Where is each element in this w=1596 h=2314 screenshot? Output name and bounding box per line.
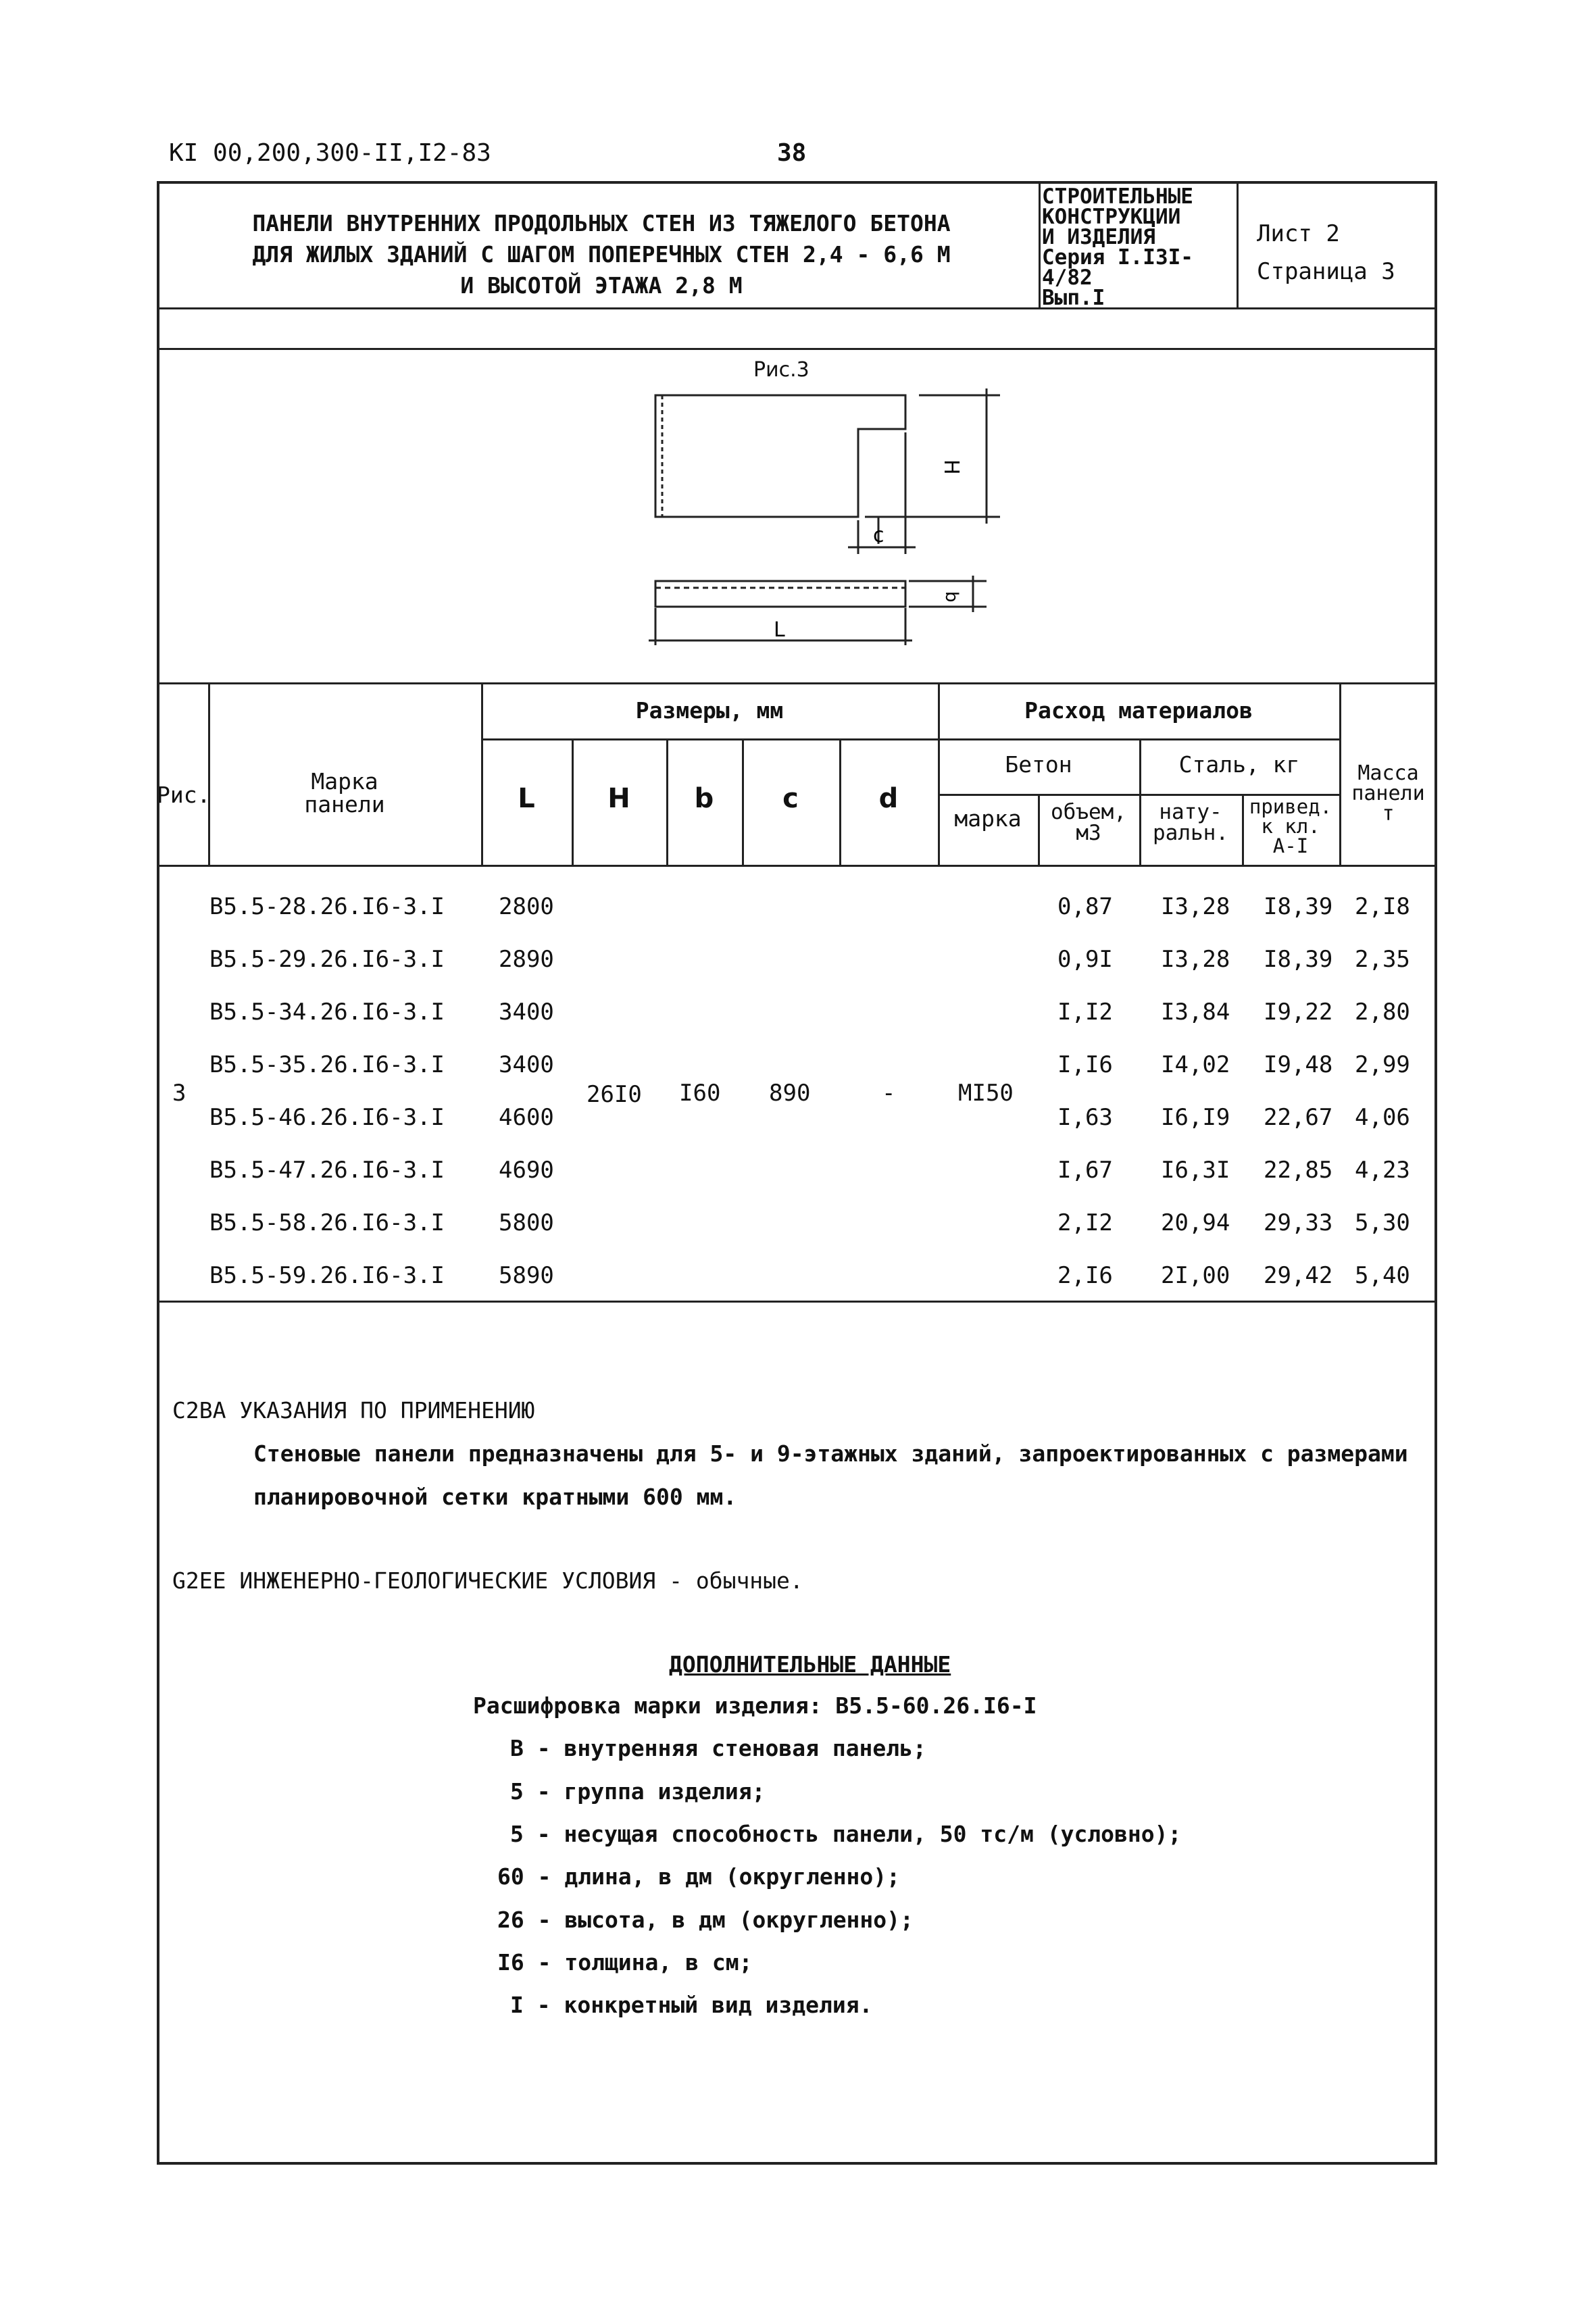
series-line-4: Серия I.I3I-4/82 [1042, 245, 1193, 290]
series-block [1042, 186, 1238, 308]
cell-L: 5800 [499, 1209, 554, 1236]
col-mass-header [1339, 763, 1437, 824]
cell-nat: I3,28 [1161, 946, 1230, 973]
group-concrete-header: Бетон [1005, 751, 1072, 778]
col-steel-nat-header [1139, 802, 1242, 844]
sheet-number: Лист 2 [1257, 220, 1340, 247]
cell-mark: В5.5-47.26.I6-3.I [209, 1157, 445, 1184]
table-bottom-line [157, 1301, 1437, 1303]
cell-nat: I4,02 [1161, 1051, 1230, 1078]
series-line-3: И ИЗДЕЛИЯ [1042, 225, 1155, 249]
cell-nat: 2I,00 [1161, 1262, 1230, 1289]
col-steel-red-header [1242, 797, 1339, 856]
title-line-1: ПАНЕЛИ ВНУТРЕННИХ ПРОДОЛЬНЫХ СТЕН ИЗ ТЯЖЕЛОГО БЕТОНА [252, 210, 951, 236]
title-line-2: ДЛЯ ЖИЛЫХ ЗДАНИЙ С ШАГОМ ПОПЕРЕЧНЫХ СТЕН 2,4 - 6,6 М [252, 241, 951, 268]
col-steel-nat-line-1: нату- [1159, 800, 1222, 824]
cell-L: 2800 [499, 893, 554, 920]
decode-item-7: I - конкретный вид изделия. [510, 1992, 873, 2018]
col-mass-line-3: т [1382, 802, 1395, 826]
group-materials-header: Расход материалов [1024, 697, 1253, 724]
page-number: 38 [777, 139, 807, 167]
cell-mass: 2,99 [1355, 1051, 1410, 1078]
cell-vol: 2,I2 [1057, 1209, 1113, 1236]
cell-red: 29,42 [1264, 1262, 1333, 1289]
cell-vol: I,I2 [1057, 999, 1113, 1026]
cell-mass: 4,06 [1355, 1104, 1410, 1131]
cell-mass: 2,80 [1355, 999, 1410, 1026]
cell-red: I8,39 [1264, 893, 1333, 920]
cell-mass: 4,23 [1355, 1157, 1410, 1184]
title-divider-1 [1039, 181, 1041, 308]
document-code: КI 00,200,300-II,I2-83 [169, 139, 491, 167]
cell-mark: В5.5-35.26.I6-3.I [209, 1051, 445, 1078]
col-volume-line-2: м3 [1076, 821, 1101, 845]
title-bottom-line [157, 307, 1437, 309]
col-mark-line-1: Марка [311, 768, 378, 795]
cell-mark: В5.5-59.26.I6-3.I [209, 1262, 445, 1289]
cell-L: 3400 [499, 1051, 554, 1078]
col-volume-header [1038, 802, 1139, 844]
col-mark-line-2: панели [304, 791, 385, 818]
decode-item-1: В - внутренняя стеновая панель; [510, 1735, 926, 1761]
cell-vol: I,67 [1057, 1157, 1113, 1184]
col-L-header: L [518, 783, 535, 814]
cell-L: 3400 [499, 999, 554, 1026]
table-header-bottom [157, 865, 1437, 867]
panel-front-outline [655, 395, 905, 517]
table-top-line [157, 682, 1437, 684]
sheet-page: Страница 3 [1257, 258, 1395, 285]
cell-H: 26I0 [587, 1081, 642, 1108]
col-H-header: H [607, 783, 630, 814]
document-title [169, 208, 1034, 301]
cell-mark: В5.5-46.26.I6-3.I [209, 1104, 445, 1131]
cell-L: 4690 [499, 1157, 554, 1184]
col-mass-line-2: панели [1351, 782, 1425, 805]
col-mass-line-1: Масса [1357, 761, 1419, 785]
cell-mark: В5.5-58.26.I6-3.I [209, 1209, 445, 1236]
dim-H: H [939, 459, 963, 475]
cell-mass: 2,35 [1355, 946, 1410, 973]
cell-c: 890 [769, 1080, 811, 1107]
cell-mass: 5,30 [1355, 1209, 1410, 1236]
col-mark-header [208, 770, 481, 816]
table-line-groups [481, 738, 1339, 740]
dim-c: c [873, 524, 884, 547]
cell-d: - [882, 1080, 896, 1107]
decode-item-2: 5 - группа изделия; [510, 1778, 766, 1805]
decode-item-3: 5 - несущая способность панели, 50 тс/м (условно); [510, 1821, 1182, 1847]
cell-red: 22,67 [1264, 1104, 1333, 1131]
cell-vol: I,63 [1057, 1104, 1113, 1131]
dim-L: L [774, 618, 785, 642]
cell-vol: I,I6 [1057, 1051, 1113, 1078]
extra-title: ДОПОЛНИТЕЛЬНЫЕ ДАННЫЕ [669, 1651, 951, 1678]
group-steel-header: Сталь, кг [1178, 751, 1300, 778]
cell-vol: 0,9I [1057, 946, 1113, 973]
cell-mass: 2,I8 [1355, 893, 1410, 920]
col-d-header: d [878, 783, 899, 814]
series-line-2: КОНСТРУКЦИИ [1042, 205, 1181, 229]
cell-nat: I3,28 [1161, 893, 1230, 920]
decode-item-6: I6 - толщина, в см; [497, 1949, 753, 1976]
cell-vol: 0,87 [1057, 893, 1113, 920]
col-fig-header: Рис. [157, 782, 211, 808]
title-line-3: И ВЫСОТОЙ ЭТАЖА 2,8 М [460, 272, 743, 299]
cell-L: 2890 [499, 946, 554, 973]
col-steel-nat-line-2: ральн. [1153, 821, 1228, 845]
panel-drawing [635, 385, 1000, 655]
series-line-5: Вып.I [1042, 286, 1105, 310]
cell-red: 22,85 [1264, 1157, 1333, 1184]
cell-nat: I6,I9 [1161, 1104, 1230, 1131]
col-b-header: b [694, 783, 714, 814]
cell-nat: I6,3I [1161, 1157, 1230, 1184]
decode-item-4: 60 - длина, в дм (округленно); [497, 1863, 901, 1890]
usage-heading: С2ВА УКАЗАНИЯ ПО ПРИМЕНЕНИЮ [172, 1397, 535, 1424]
decode-item-5: 26 - высота, в дм (округленно); [497, 1907, 914, 1933]
col-steel-red-line-1: привед. [1249, 795, 1332, 818]
cell-nat: I3,84 [1161, 999, 1230, 1026]
group-sizes-header: Размеры, мм [635, 697, 784, 724]
col-steel-red-line-3: А-I [1272, 834, 1309, 857]
col-c-header: c [782, 783, 799, 814]
col-grade-header: марка [954, 805, 1022, 832]
geology-line: G2ЕЕ ИНЖЕНЕРНО-ГЕОЛОГИЧЕСКИЕ УСЛОВИЯ - обычные. [172, 1567, 803, 1594]
decode-title: Расшифровка марки изделия: В5.5-60.26.I6-I [473, 1692, 1037, 1719]
cell-L: 5890 [499, 1262, 554, 1289]
cell-red: 29,33 [1264, 1209, 1333, 1236]
cell-mark: В5.5-28.26.I6-3.I [209, 893, 445, 920]
cell-mass: 5,40 [1355, 1262, 1410, 1289]
col-steel-red-line-2: к кл. [1261, 815, 1320, 838]
cell-b: I60 [679, 1080, 721, 1107]
col-volume-line-1: объем, [1051, 800, 1126, 824]
dim-b: b [941, 591, 962, 603]
usage-line-2: планировочной сетки кратными 600 мм. [253, 1484, 737, 1510]
cell-mark: В5.5-34.26.I6-3.I [209, 999, 445, 1026]
figure-top-line [157, 348, 1437, 350]
cell-red: I9,48 [1264, 1051, 1333, 1078]
cell-nat: 20,94 [1161, 1209, 1230, 1236]
sheet-block [1257, 215, 1395, 291]
usage-line-1: Стеновые панели предназначены для 5- и 9-этажных зданий, запроектированных с размерами [253, 1440, 1408, 1467]
cell-grade: МI50 [958, 1080, 1014, 1107]
cell-red: I8,39 [1264, 946, 1333, 973]
cell-red: I9,22 [1264, 999, 1333, 1026]
cell-L: 4600 [499, 1104, 554, 1131]
cell-vol: 2,I6 [1057, 1262, 1113, 1289]
cell-mark: В5.5-29.26.I6-3.I [209, 946, 445, 973]
figure-label: Рис.3 [753, 358, 809, 382]
series-line-1: СТРОИТЕЛЬНЫЕ [1042, 184, 1193, 209]
cell-fig: 3 [172, 1080, 186, 1107]
